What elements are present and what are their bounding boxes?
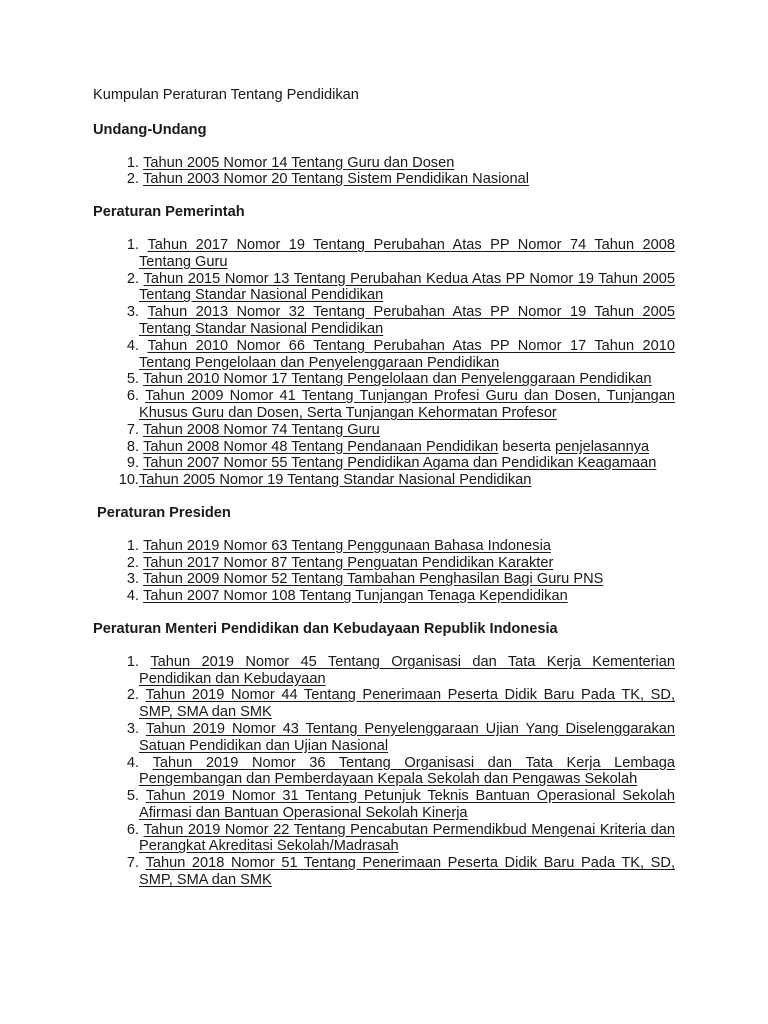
regulation-link[interactable]: Tahun 2007 Nomor 108 Tentang Tunjangan Tenaga Kependidikan xyxy=(143,588,568,605)
list-number: 7. xyxy=(126,855,139,872)
regulation-link[interactable]: Tahun 2010 Nomor 66 Tentang Perubahan Atas PP Nomor 17 Tahun 2010 Tentang Pengelolaan dan Penyelenggaraan Pendidikan xyxy=(139,337,676,371)
list-number: 3. xyxy=(126,720,139,737)
list-number: 9. xyxy=(126,455,139,472)
regulation-link[interactable]: Tahun 2013 Nomor 32 Tentang Perubahan Atas PP Nomor 19 Tahun 2005 Tentang Standar Nasional Pendidikan xyxy=(139,304,676,337)
list-item xyxy=(93,755,675,789)
list-item xyxy=(93,687,675,721)
regulation-link[interactable]: Tahun 2009 Nomor 52 Tentang Tambahan Penghasilan Bagi Guru PNS xyxy=(143,571,604,588)
regulation-link[interactable]: Tahun 2019 Nomor 44 Tentang Penerimaan Peserta Didik Baru Pada TK, SD, SMP, SMA dan SMK xyxy=(139,687,675,721)
list-number: 1. xyxy=(126,154,139,171)
list-number: 6. xyxy=(126,821,139,838)
regulation-link[interactable]: Tahun 2017 Nomor 19 Tentang Perubahan Atas PP Nomor 74 Tahun 2008 Tentang Guru xyxy=(139,236,676,270)
regulation-link[interactable]: Tahun 2007 Nomor 55 Tentang Pendidikan Agama dan Pendidikan Keagamaan xyxy=(143,455,657,472)
list-number: 2. xyxy=(126,171,139,188)
regulation-link[interactable]: Tahun 2019 Nomor 22 Tentang Pencabutan Permendikbud Mengenai Kriteria dan Perangkat Akreditasi Sekolah/Madrasah xyxy=(139,821,675,855)
section-heading-peraturan-menteri: Peraturan Menteri Pendidikan dan Kebudayaan Republik Indonesia xyxy=(93,620,558,637)
list-item xyxy=(93,538,675,555)
list-number: 7. xyxy=(126,421,139,438)
list-number: 1. xyxy=(126,236,139,253)
list-number: 1. xyxy=(126,653,139,670)
list-item xyxy=(93,439,675,456)
list-item xyxy=(93,721,675,755)
regulation-link[interactable]: Tahun 2008 Nomor 48 Tentang Pendanaan Pendidikan xyxy=(143,438,499,455)
list-peraturan-menteri xyxy=(93,654,675,889)
list-number: 4. xyxy=(126,754,139,771)
list-peraturan-pemerintah xyxy=(93,237,675,489)
list-number: 2. xyxy=(126,554,139,571)
list-number: 5. xyxy=(126,371,139,388)
list-number: 5. xyxy=(126,788,139,805)
list-item xyxy=(93,788,675,822)
regulation-link[interactable]: Tahun 2019 Nomor 36 Tentang Organisasi dan Tata Kerja Lembaga Pengembangan dan Pemberdayaan Kepala Sekolah dan Pengawas Sekolah xyxy=(139,754,675,788)
regulation-link[interactable]: Tahun 2003 Nomor 20 Tentang Sistem Pendidikan Nasional xyxy=(143,171,529,188)
regulation-link[interactable]: Tahun 2017 Nomor 87 Tentang Penguatan Pendidikan Karakter xyxy=(143,554,554,571)
explanation-link[interactable]: penjelasannya xyxy=(554,438,650,455)
list-item xyxy=(93,171,675,188)
list-number: 3. xyxy=(126,304,139,321)
list-item xyxy=(93,455,675,472)
list-item xyxy=(93,588,675,605)
section-heading-peraturan-pemerintah: Peraturan Pemerintah xyxy=(93,204,245,221)
page-title: Kumpulan Peraturan Tentang Pendidikan xyxy=(93,87,359,103)
list-item xyxy=(93,571,675,588)
section-heading-peraturan-presiden: Peraturan Presiden xyxy=(97,504,231,521)
list-item xyxy=(93,237,675,271)
section-heading-undang-undang: Undang-Undang xyxy=(93,121,207,138)
list-peraturan-presiden xyxy=(93,538,675,605)
list-number: 1. xyxy=(126,537,139,554)
regulation-link[interactable]: Tahun 2005 Nomor 14 Tentang Guru dan Dosen xyxy=(143,154,455,171)
list-item xyxy=(93,304,675,338)
list-item xyxy=(93,822,675,856)
list-number: 3. xyxy=(126,571,139,588)
list-item xyxy=(93,472,675,489)
list-item xyxy=(93,555,675,572)
regulation-link[interactable]: Tahun 2008 Nomor 74 Tentang Guru xyxy=(143,421,380,438)
regulation-link[interactable]: Tahun 2010 Nomor 17 Tentang Pengelolaan dan Penyelenggaraan Pendidikan xyxy=(143,371,652,388)
list-number: 2. xyxy=(126,270,139,287)
list-number: 4. xyxy=(126,588,139,605)
list-item xyxy=(93,654,675,688)
regulation-link[interactable]: Tahun 2019 Nomor 45 Tentang Organisasi dan Tata Kerja Kementerian Pendidikan dan Kebudayaan xyxy=(139,653,675,687)
connector-text: beserta xyxy=(498,438,555,455)
regulation-link[interactable]: Tahun 2019 Nomor 63 Tentang Penggunaan Bahasa Indonesia xyxy=(143,537,551,554)
list-number: 6. xyxy=(126,388,139,405)
regulation-link[interactable]: Tahun 2015 Nomor 13 Tentang Perubahan Kedua Atas PP Nomor 19 Tahun 2005 Tentang Standar Nasional Pendidikan xyxy=(139,270,675,304)
list-number: 10. xyxy=(118,472,139,489)
list-undang-undang xyxy=(93,155,675,189)
list-item xyxy=(93,271,675,305)
document-page xyxy=(93,87,675,905)
list-item xyxy=(93,338,675,372)
list-item xyxy=(93,855,675,889)
list-item xyxy=(93,422,675,439)
list-item xyxy=(93,155,675,172)
regulation-link[interactable]: Tahun 2019 Nomor 31 Tentang Petunjuk Teknis Bantuan Operasional Sekolah Afirmasi dan Bantuan Operasional Sekolah Kinerja xyxy=(139,788,675,821)
regulation-link[interactable]: Tahun 2019 Nomor 43 Tentang Penyelenggaraan Ujian Yang Diselenggarakan Satuan Pendidikan dan Ujian Nasional xyxy=(139,720,675,754)
list-number: 4. xyxy=(126,337,139,354)
regulation-link[interactable]: Tahun 2018 Nomor 51 Tentang Penerimaan Peserta Didik Baru Pada TK, SD, SMP, SMA dan SMK xyxy=(139,855,675,889)
list-number: 8. xyxy=(126,438,139,455)
regulation-link[interactable]: Tahun 2005 Nomor 19 Tentang Standar Nasional Pendidikan xyxy=(139,472,532,489)
list-number: 2. xyxy=(126,687,139,704)
list-item xyxy=(93,371,675,388)
regulation-link[interactable]: Tahun 2009 Nomor 41 Tentang Tunjangan Profesi Guru dan Dosen, Tunjangan Khusus Guru dan Dosen, Serta Tunjangan Kehormatan Profesor xyxy=(139,388,675,421)
list-item xyxy=(93,388,675,422)
